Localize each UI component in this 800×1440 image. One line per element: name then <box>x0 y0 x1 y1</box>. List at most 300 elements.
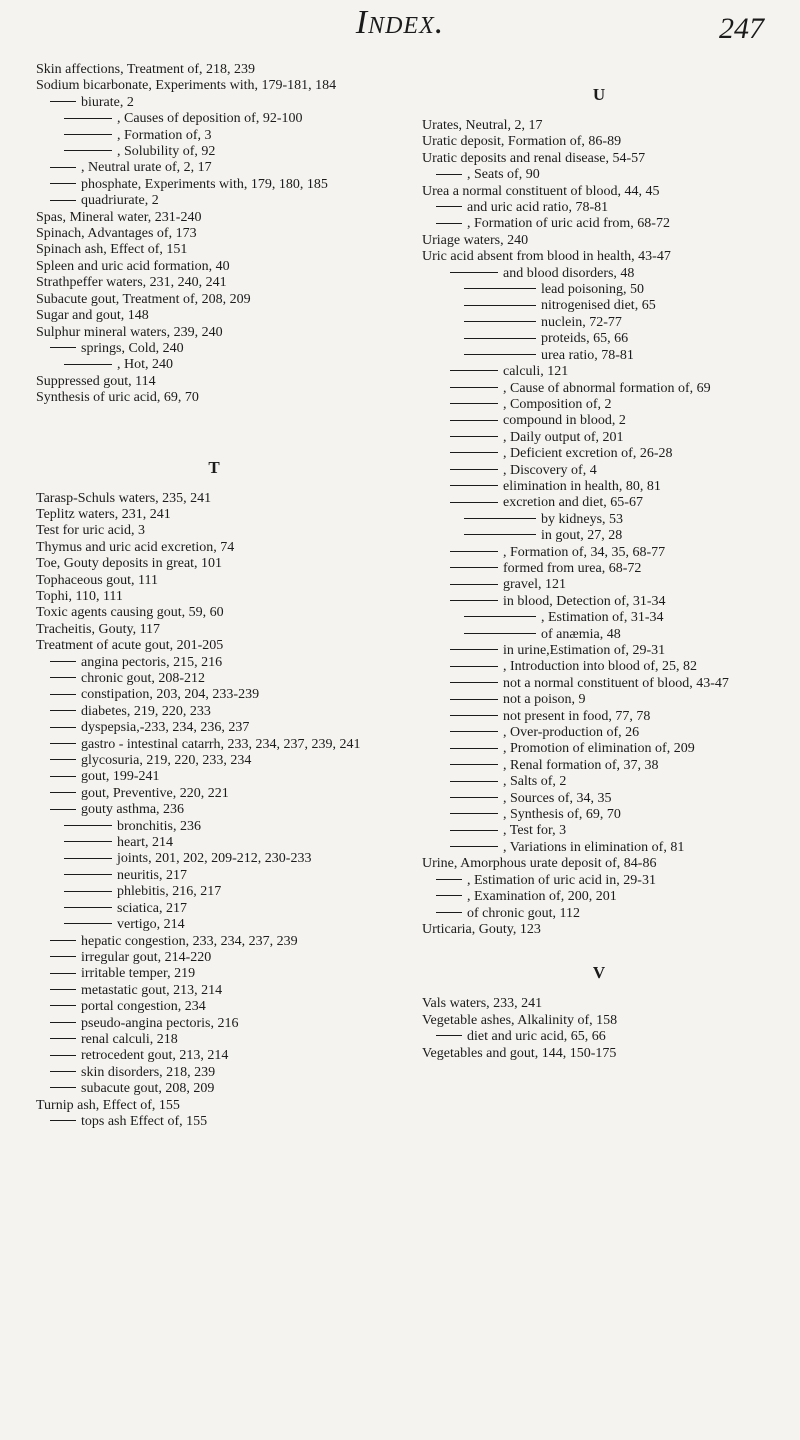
index-entry <box>422 463 776 479</box>
index-entry <box>36 802 392 818</box>
index-entry-text: , Renal formation of, 37, 38 <box>503 757 659 773</box>
index-entry <box>422 266 776 282</box>
index-entry <box>36 308 392 324</box>
index-entry-text: Tophi, 110, 111 <box>36 588 123 604</box>
ditto-dash <box>50 1005 76 1006</box>
index-entry <box>36 655 392 671</box>
index-entry-text: , Estimation of uric acid in, 29-31 <box>467 872 656 888</box>
index-entry-text: excretion and diet, 65-67 <box>503 495 643 511</box>
index-entry <box>36 275 392 291</box>
index-entry <box>422 397 776 413</box>
index-entry-text: proteids, 65, 66 <box>541 331 629 347</box>
index-entry-text: in blood, Detection of, 31-34 <box>503 593 666 609</box>
ditto-dash <box>436 223 462 224</box>
ditto-dash <box>50 989 76 990</box>
index-entry <box>36 507 392 523</box>
index-entry <box>422 1013 776 1029</box>
index-entry-text: of anæmia, 48 <box>541 626 621 642</box>
ditto-dash <box>50 1087 76 1088</box>
ditto-dash <box>50 101 76 102</box>
ditto-dash <box>450 813 498 814</box>
index-entry <box>422 233 776 249</box>
index-entry <box>422 151 776 167</box>
index-entry <box>36 78 392 94</box>
ditto-dash <box>450 502 498 503</box>
ditto-dash <box>450 748 498 749</box>
index-entry <box>422 594 776 610</box>
ditto-dash <box>450 846 498 847</box>
index-entry-text: Suppressed gout, 114 <box>36 373 156 389</box>
ditto-dash <box>64 150 112 151</box>
ditto-dash <box>464 633 536 634</box>
index-entry <box>422 545 776 561</box>
ditto-dash <box>50 759 76 760</box>
ditto-dash <box>64 841 112 842</box>
index-entry <box>422 643 776 659</box>
index-entry <box>36 144 392 160</box>
index-entry-text: tops ash Effect of, 155 <box>81 1113 208 1129</box>
index-entry <box>422 791 776 807</box>
index-entry <box>36 390 392 406</box>
index-entry <box>36 687 392 703</box>
index-entry-text: , Estimation of, 31-34 <box>541 610 664 626</box>
index-entry <box>422 807 776 823</box>
ditto-dash <box>50 1071 76 1072</box>
index-entry-text: Uratic deposit, Formation of, 86-89 <box>422 134 622 150</box>
ditto-dash <box>64 907 112 908</box>
ditto-dash <box>450 567 498 568</box>
index-entry <box>422 906 776 922</box>
ditto-dash <box>50 710 76 711</box>
index-entry <box>36 622 392 638</box>
index-entry-text: Tophaceous gout, 111 <box>36 572 159 588</box>
index-entry-text: biurate, 2 <box>81 94 134 110</box>
index-entry-text: metastatic gout, 213, 214 <box>81 982 223 998</box>
index-entry-text: gravel, 121 <box>503 577 566 593</box>
ditto-dash <box>450 600 498 601</box>
right-index-column <box>422 62 776 1062</box>
index-entry-text: Vegetables and gout, 144, 150-175 <box>422 1045 617 1061</box>
ditto-dash <box>436 1035 462 1036</box>
index-entry-text: diabetes, 219, 220, 233 <box>81 703 211 719</box>
index-entry <box>422 430 776 446</box>
ditto-dash <box>464 354 536 355</box>
ditto-dash <box>50 1022 76 1023</box>
index-entry-text: Synthesis of uric acid, 69, 70 <box>36 390 199 406</box>
index-entry <box>422 134 776 150</box>
index-entry-text: Treatment of acute gout, 201-205 <box>36 638 224 654</box>
index-entry-text: neuritis, 217 <box>117 867 187 883</box>
index-entry-text: , Synthesis of, 69, 70 <box>503 807 621 823</box>
section-letter-t: T <box>208 457 220 477</box>
index-entry <box>422 823 776 839</box>
section-letter-u: U <box>592 85 606 104</box>
index-entry-text: Sugar and gout, 148 <box>36 308 149 324</box>
ditto-dash <box>64 118 112 119</box>
index-entry-text: Teplitz waters, 231, 241 <box>36 506 171 522</box>
index-entry-text: Toxic agents causing gout, 59, 60 <box>36 605 224 621</box>
ditto-dash <box>50 347 76 348</box>
index-entry-text: phosphate, Experiments with, 179, 180, 185 <box>81 176 328 192</box>
index-entry <box>36 1065 392 1081</box>
index-entry-text: not present in food, 77, 78 <box>503 708 651 724</box>
index-entry-text: irregular gout, 214-220 <box>81 949 212 965</box>
index-entry <box>422 446 776 462</box>
index-entry <box>36 720 392 736</box>
ditto-dash <box>64 364 112 365</box>
index-entry-text: , Hot, 240 <box>117 357 173 373</box>
index-entry <box>422 184 776 200</box>
index-entry <box>422 216 776 232</box>
index-entry-text: hepatic congestion, 233, 234, 237, 239 <box>81 933 298 949</box>
index-entry <box>36 1081 392 1097</box>
index-entry <box>36 884 392 900</box>
index-entry <box>36 491 392 507</box>
index-entry-text: dyspepsia,-233, 234, 236, 237 <box>81 720 250 736</box>
index-entry <box>36 193 392 209</box>
index-entry-text: springs, Cold, 240 <box>81 340 184 356</box>
index-entry <box>36 1114 392 1130</box>
index-entry-text: formed from urea, 68-72 <box>503 560 642 576</box>
page-number: 247 <box>719 12 764 45</box>
index-entry-text: gout, Preventive, 220, 221 <box>81 785 229 801</box>
index-entry <box>36 769 392 785</box>
ditto-dash <box>50 1038 76 1039</box>
ditto-dash <box>64 891 112 892</box>
entries-u <box>422 118 776 938</box>
ditto-dash <box>450 272 498 273</box>
index-entry <box>36 95 392 111</box>
index-entry <box>36 1098 392 1114</box>
index-entry-text: joints, 201, 202, 209-212, 230-233 <box>117 851 312 867</box>
index-entry <box>422 249 776 265</box>
index-entry-text: Strathpeffer waters, 231, 240, 241 <box>36 275 227 291</box>
ditto-dash <box>450 731 498 732</box>
index-entry <box>422 512 776 528</box>
index-entry-text: quadriurate, 2 <box>81 193 159 209</box>
section-letter-v: V <box>592 963 606 983</box>
ditto-dash <box>450 830 498 831</box>
ditto-dash <box>50 183 76 184</box>
index-entry-text: , Discovery of, 4 <box>503 462 597 478</box>
page-header-title: Index. <box>355 4 445 41</box>
index-entry-text: Urticaria, Gouty, 123 <box>422 921 541 937</box>
ditto-dash <box>450 436 498 437</box>
index-entry-text: in gout, 27, 28 <box>541 528 623 544</box>
index-entry-text: pseudo-angina pectoris, 216 <box>81 1015 239 1031</box>
ditto-dash <box>450 764 498 765</box>
index-entry-text: of chronic gout, 112 <box>467 905 581 921</box>
index-entry <box>36 983 392 999</box>
ditto-dash <box>64 134 112 135</box>
ditto-dash <box>464 338 536 339</box>
index-entry <box>422 996 776 1012</box>
index-entry-text: , Composition of, 2 <box>503 396 612 412</box>
index-entry <box>422 1029 776 1045</box>
index-entry <box>422 692 776 708</box>
ditto-dash <box>64 858 112 859</box>
index-entry <box>36 589 392 605</box>
ditto-dash <box>64 874 112 875</box>
index-entry <box>422 577 776 593</box>
index-entry <box>36 111 392 127</box>
index-entry <box>36 1016 392 1032</box>
index-entry <box>422 774 776 790</box>
index-entry-text: irritable temper, 219 <box>81 966 196 982</box>
index-entry <box>422 200 776 216</box>
index-entry-text: , Neutral urate of, 2, 17 <box>81 160 212 176</box>
index-entry-text: gout, 199-241 <box>81 769 160 785</box>
index-entry-text: diet and uric acid, 65, 66 <box>467 1029 606 1045</box>
index-entry-text: , Formation of uric acid from, 68-72 <box>467 216 670 232</box>
index-entry <box>36 259 392 275</box>
index-entry <box>422 364 776 380</box>
index-entry-text: renal calculi, 218 <box>81 1031 178 1047</box>
index-entry-text: , Test for, 3 <box>503 823 567 839</box>
index-entry-text: , Introduction into blood of, 25, 82 <box>503 659 698 675</box>
index-entry <box>36 556 392 572</box>
ditto-dash <box>50 200 76 201</box>
ditto-dash <box>50 727 76 728</box>
index-entry-text: , Daily output of, 201 <box>503 429 624 445</box>
index-entry-text: portal congestion, 234 <box>81 999 206 1015</box>
index-entry-text: Urine, Amorphous urate deposit of, 84-86 <box>422 856 657 872</box>
ditto-dash <box>64 825 112 826</box>
ditto-dash <box>450 715 498 716</box>
index-entry-text: subacute gout, 208, 209 <box>81 1081 215 1097</box>
index-entry <box>422 413 776 429</box>
index-entry-text: , Examination of, 200, 201 <box>467 889 617 905</box>
index-entry-text: , Over-production of, 26 <box>503 725 640 741</box>
ditto-dash <box>450 469 498 470</box>
ditto-dash <box>50 809 76 810</box>
index-entry-text: in urine,Estimation of, 29-31 <box>503 643 666 658</box>
index-entry-text: and blood disorders, 48 <box>503 265 635 281</box>
index-entry <box>36 242 392 258</box>
index-entry <box>422 298 776 314</box>
ditto-dash <box>464 321 536 322</box>
index-entry <box>422 922 776 938</box>
index-entry-text: , Salts of, 2 <box>503 774 567 790</box>
index-entry <box>36 1032 392 1048</box>
index-entry-text: , Sources of, 34, 35 <box>503 790 612 806</box>
index-entry-text: chronic gout, 208-212 <box>81 671 206 686</box>
index-entry-text: sciatica, 217 <box>117 900 187 916</box>
index-entry-text: , Formation of, 34, 35, 68-77 <box>503 544 666 560</box>
ditto-dash <box>50 973 76 974</box>
index-entry <box>36 901 392 917</box>
index-entry <box>36 671 392 687</box>
index-entry-text: Uriage waters, 240 <box>422 232 529 248</box>
index-entry-text: Turnip ash, Effect of, 155 <box>36 1097 180 1113</box>
index-entry-text: heart, 214 <box>117 835 173 851</box>
ditto-dash <box>450 452 498 453</box>
ditto-dash <box>436 174 462 175</box>
index-entry <box>36 210 392 226</box>
index-entry-text: Tracheitis, Gouty, 117 <box>36 621 161 637</box>
index-entry <box>422 331 776 347</box>
index-entry <box>36 160 392 176</box>
ditto-dash <box>50 792 76 793</box>
index-entry-text: Urates, Neutral, 2, 17 <box>422 118 543 133</box>
ditto-dash <box>464 616 536 617</box>
index-entry <box>36 638 392 654</box>
index-entry-text: skin disorders, 218, 239 <box>81 1064 216 1080</box>
index-entry <box>36 325 392 341</box>
index-entry <box>422 528 776 544</box>
ditto-dash <box>464 534 536 535</box>
index-entry-text: phlebitis, 216, 217 <box>117 884 222 900</box>
index-entry-text: vertigo, 214 <box>117 917 185 933</box>
index-entry <box>422 725 776 741</box>
index-entry <box>422 873 776 889</box>
index-entry-text: nitrogenised diet, 65 <box>541 298 656 314</box>
index-entry <box>422 610 776 626</box>
index-entry-text: Test for uric acid, 3 <box>36 523 146 539</box>
index-entry <box>36 868 392 884</box>
index-entry <box>36 737 392 753</box>
index-entry-text: elimination in health, 80, 81 <box>503 478 661 494</box>
index-entry-text: bronchitis, 236 <box>117 818 201 834</box>
index-entry-text: gouty asthma, 236 <box>81 802 185 818</box>
ditto-dash <box>464 305 536 306</box>
index-entry-text: by kidneys, 53 <box>541 511 624 527</box>
ditto-dash <box>436 912 462 913</box>
index-entry-text: urea ratio, 78-81 <box>541 347 634 363</box>
index-entry-text: Uratic deposits and renal disease, 54-57 <box>422 150 646 166</box>
index-entry <box>36 292 392 308</box>
ditto-dash <box>464 518 536 519</box>
ditto-dash <box>450 387 498 388</box>
index-entry <box>422 561 776 577</box>
ditto-dash <box>450 403 498 404</box>
index-entry-text: , Formation of, 3 <box>117 127 212 143</box>
index-entry-text: and uric acid ratio, 78-81 <box>467 200 609 216</box>
index-entry-text: Uric acid absent from blood in health, 43-47 <box>422 249 671 265</box>
ditto-dash <box>450 666 498 667</box>
index-entry-text: Toe, Gouty deposits in great, 101 <box>36 556 223 572</box>
index-entry <box>36 917 392 933</box>
ditto-dash <box>450 551 498 552</box>
index-entry <box>422 315 776 331</box>
index-entry-text: angina pectoris, 215, 216 <box>81 654 223 670</box>
ditto-dash <box>50 743 76 744</box>
index-entry <box>36 999 392 1015</box>
index-entry <box>36 966 392 982</box>
index-entry-text: , Variations in elimination of, 81 <box>503 839 685 855</box>
ditto-dash <box>450 797 498 798</box>
index-entry <box>36 523 392 539</box>
index-entry-text: Sulphur mineral waters, 239, 240 <box>36 324 223 340</box>
index-entry-text: glycosuria, 219, 220, 233, 234 <box>81 753 252 769</box>
index-entry <box>422 676 776 692</box>
index-entry-text: Sodium bicarbonate, Experiments with, 179-181, 184 <box>36 78 337 94</box>
index-entry-text: calculi, 121 <box>503 364 569 380</box>
index-entry-text: Spinach, Advantages of, 173 <box>36 226 197 242</box>
index-entry-text: , Seats of, 90 <box>467 167 540 183</box>
index-entry <box>422 1046 776 1062</box>
index-entry-text: compound in blood, 2 <box>503 413 626 429</box>
index-entry-text: , Causes of deposition of, 92-100 <box>117 111 303 127</box>
index-entry <box>36 1048 392 1064</box>
ditto-dash <box>50 661 76 662</box>
index-entry <box>422 495 776 511</box>
index-entry-text: Urea a normal constituent of blood, 44, 45 <box>422 183 660 199</box>
index-entry-text: constipation, 203, 204, 233-239 <box>81 687 260 703</box>
index-entry-text: not a poison, 9 <box>503 692 586 708</box>
index-entry <box>36 177 392 193</box>
ditto-dash <box>64 923 112 924</box>
index-entry <box>36 851 392 867</box>
index-entry-text: , Promotion of elimination of, 209 <box>503 741 695 757</box>
index-entry-text: Skin affections, Treatment of, 218, 239 <box>36 62 256 77</box>
entries-t <box>36 491 392 1131</box>
index-entry-text: lead poisoning, 50 <box>541 282 645 298</box>
index-entry-text: Vals waters, 233, 241 <box>422 996 543 1012</box>
index-entry <box>422 659 776 675</box>
index-entry-text: Spas, Mineral water, 231-240 <box>36 209 202 225</box>
index-entry <box>36 226 392 242</box>
left-index-column <box>36 62 392 1130</box>
index-entry-text: nuclein, 72-77 <box>541 314 622 330</box>
index-entry-text: retrocedent gout, 213, 214 <box>81 1048 229 1064</box>
index-entry <box>422 840 776 856</box>
index-entry <box>422 348 776 364</box>
index-entry <box>422 381 776 397</box>
ditto-dash <box>50 956 76 957</box>
ditto-dash <box>450 485 498 486</box>
index-entry <box>422 741 776 757</box>
index-entry <box>36 374 392 390</box>
ditto-dash <box>50 1120 76 1121</box>
ditto-dash <box>50 1055 76 1056</box>
ditto-dash <box>450 649 498 650</box>
entries-s <box>36 62 392 407</box>
index-entry <box>422 758 776 774</box>
ditto-dash <box>50 776 76 777</box>
index-entry <box>36 934 392 950</box>
index-entry <box>36 786 392 802</box>
index-entry-text: Subacute gout, Treatment of, 208, 209 <box>36 291 251 307</box>
index-entry <box>422 709 776 725</box>
index-entry <box>422 167 776 183</box>
ditto-dash <box>450 682 498 683</box>
index-entry <box>422 889 776 905</box>
index-entry-text: Spleen and uric acid formation, 40 <box>36 258 230 274</box>
ditto-dash <box>450 420 498 421</box>
index-entry <box>36 753 392 769</box>
index-entry <box>422 856 776 872</box>
index-entry-text: Spinach ash, Effect of, 151 <box>36 242 188 258</box>
index-entry <box>422 118 776 134</box>
ditto-dash <box>50 167 76 168</box>
index-entry-text: Vegetable ashes, Alkalinity of, 158 <box>422 1012 618 1028</box>
index-entry <box>36 819 392 835</box>
index-entry <box>422 282 776 298</box>
index-entry <box>36 835 392 851</box>
index-entry-text: , Deficient excretion of, 26-28 <box>503 446 673 462</box>
ditto-dash <box>436 895 462 896</box>
ditto-dash <box>50 694 76 695</box>
index-entry <box>36 573 392 589</box>
index-entry-text: gastro - intestinal catarrh, 233, 234, 237, 239, 241 <box>81 736 361 752</box>
ditto-dash <box>50 940 76 941</box>
index-entry <box>36 704 392 720</box>
index-entry <box>36 605 392 621</box>
ditto-dash <box>450 370 498 371</box>
ditto-dash <box>464 288 536 289</box>
index-entry <box>422 627 776 643</box>
